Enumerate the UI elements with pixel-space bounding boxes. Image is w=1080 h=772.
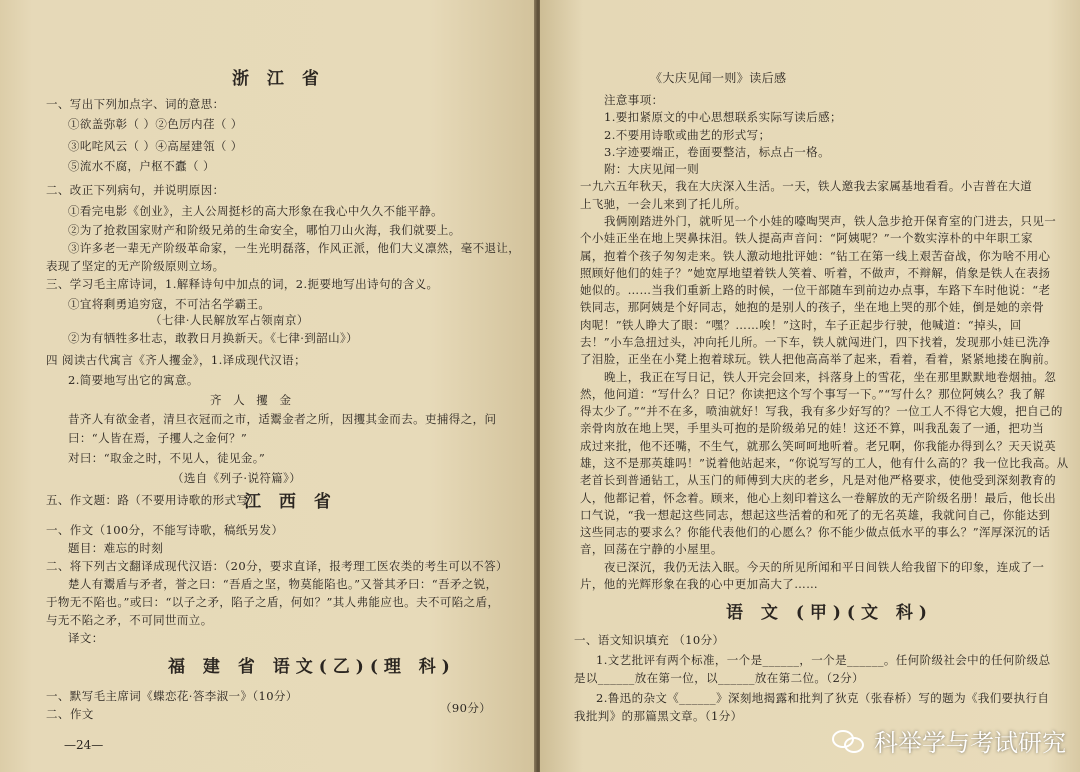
- es-line: 人，他都记着，怀念着。顾来，他心上刻印着这么一卷解放的无产阶级名册！最后，他长出: [580, 491, 1056, 505]
- right-page: [540, 0, 1080, 772]
- zj-line: ③叱咤风云（ ）④高屋建瓴（ ）: [68, 139, 243, 153]
- es-line: 了泪脸，正坐在小凳上抱着球玩。铁人把他高高举了起来，看着，看着，紧紧地搂在胸前。: [580, 352, 1056, 366]
- es-line: 片，他的光辉形象在我的心中更加高大了……: [580, 577, 818, 591]
- zj-line: 四 阅读古代寓言《齐人攫金》，1.译成现代汉语；: [46, 353, 306, 367]
- zj-line: ②为有牺牲多壮志，敢教日月换新天。《七律·到韶山》）: [68, 331, 359, 345]
- es-line: 口气说，“我一想起这些同志，想起这些活着的和死了的无名英雄，我就问自己，你能达到: [580, 508, 1051, 522]
- watermark: [832, 723, 1066, 758]
- zj-line: 二、改正下列病句，并说明原因：: [46, 183, 225, 197]
- jx-line: 译文：: [68, 631, 104, 645]
- sl-line: 是以______放在第一位，以______放在第二位。（2分）: [574, 671, 864, 685]
- jx-line: 于物无不陷也。”或曰：“以子之矛，陷子之盾，何如？”其人弗能应也。夫不可陷之盾，: [46, 595, 500, 609]
- zj-line: 对曰：“取金之时，不见人，徒见金。”: [68, 451, 266, 465]
- zj-line: 表现了坚定的无产阶级原则立场。: [46, 259, 225, 273]
- es-line: 肉呢！”铁人睁大了眼：“嘿？……唉！”这时，车子正起步行驶，他喊道：“掉头，回: [580, 318, 1022, 332]
- es-line: 然，他问道：“写什么？日记？你读把这个写个事写一下。”“写什么？那位阿姨么？我了解: [580, 387, 1046, 401]
- sl-line: 1.文艺批评有两个标准，一个是______，一个是______。任何阶级社会中的任何阶级总: [596, 653, 1051, 667]
- es-line: 照顾好他们的娃子？”她宽厚地望着铁人笑着、听着，不做声，不辩解，俏象是铁人在表扬: [580, 266, 1051, 280]
- zj-line: （选自《列子·说符篇》）: [172, 471, 302, 485]
- jx-line: 与无不陷之矛，不可同世而立。: [46, 613, 213, 627]
- zj-line: （七律·人民解放军占领南京）: [150, 313, 309, 327]
- es-line: 她似的。……当我们重新上路的时候，一位干部随车到前边办点事，车路下车时他说：“老: [580, 283, 1051, 297]
- es-line: 注意事项：: [604, 93, 664, 107]
- fj-line: 一、默写毛主席词《蝶恋花·答李淑一》（10分）: [46, 689, 298, 703]
- zj-line: ③许多老一辈无产阶级革命家，一生光明磊落，作风正派，他们大义凛然，毫不退让，: [68, 241, 521, 255]
- jx-line: 楚人有鬻盾与矛者，誉之曰：“吾盾之坚，物莫能陷也。”又誉其矛曰：“吾矛之锐，: [68, 577, 498, 591]
- jx-line: 题目：难忘的时刻: [68, 541, 164, 555]
- zj-line: ①欲盖弥彰（ ）②色厉内荏（ ）: [68, 117, 243, 131]
- fj-line: （90分）: [440, 701, 492, 715]
- section-title: 语 文 (甲)(文 科): [726, 603, 933, 623]
- es-line: 3.字迹要端正，卷面要整洁，标点占一格。: [604, 145, 830, 159]
- watermark-text: 科举学与考试研究: [874, 729, 1066, 757]
- jx-line: 二、将下列古文翻译成现代汉语：（20分，要求直译，报考理工医农类的考生可以不答）: [46, 559, 508, 573]
- zj-line: ①看完电影《创业》，主人公周挺杉的高大形象在我心中久久不能平静。: [68, 204, 444, 218]
- zj-line: 五、作文题：路（不要用诗歌的形式写）: [46, 493, 261, 507]
- jx-line: 一、作文（100分，不能写诗歌，稿纸另发）: [46, 523, 284, 537]
- es-line: 亲骨肉放在地上哭，手里头可抱的是阶级弟兄的娃！这还不算，叫我乱轰了一通，把功当: [580, 421, 1045, 435]
- essay-title: 《大庆见闻一则》读后感: [650, 71, 787, 85]
- es-line: 2.不要用诗歌或曲艺的形式写；: [604, 128, 771, 142]
- es-line: 得太少了。”“并不在多，喷油就好！写我，我有多少好写的？一位工人不得它大嫂，把自己的: [580, 404, 1063, 418]
- es-line: 音，回荡在宁静的小屋里。: [580, 542, 723, 556]
- es-line: 雄，这不是那英雄吗！”说着他站起来，“你说写写的工人，他有什么高的？我一位比我高。从: [580, 456, 1069, 470]
- es-line: 成过来批，他不还嘴，不生气，就那么笑呵呵地听着。老兄啊，你我能办得到么？天天说英: [580, 439, 1056, 453]
- zhejiang-title: 浙 江 省: [232, 69, 325, 89]
- zj-line: ①宜将剩勇追穷寇，不可沽名学霸王。: [68, 297, 271, 311]
- es-line: 我俩刚踏进外门，就听见一个小娃的嚎啕哭声，铁人急步抢开保育室的门进去，只见一: [604, 214, 1057, 228]
- es-line: 一九六五年秋天，我在大庆深入生活。一天，铁人邀我去家属基地看看。小吉普在大道: [580, 179, 1033, 193]
- es-line: 老首长到普通钻工，从玉门的师傅到大庆的老乡，凡是对他严格要求，使他受到深刻教育的: [580, 473, 1056, 487]
- es-line: 属，抱着个孩子匆匆走来。铁人激动地批评她：“钻工在第一线上艰苦奋战，你为啥不用心: [580, 249, 1051, 263]
- sl-line: 我批判》的那篇黑文章。（1分）: [574, 709, 743, 723]
- left-page: [0, 0, 536, 772]
- es-line: 铁同志，那阿姨是个好同志，她抱的是别人的孩子，坐在地上哭的那个娃，倒是她的亲骨: [580, 300, 1045, 314]
- sl-line: 2.鲁迅的杂文《______》深刻地揭露和批判了狄克（张春桥）写的题为《我们要执行自: [596, 691, 1050, 705]
- es-line: 1.要扣紧原文的中心思想联系实际写读后感；: [604, 110, 842, 124]
- sl-line: 一、语文知识填充 （10分）: [574, 633, 725, 647]
- zj-line: ⑤流水不腐，户枢不蠹（ ）: [68, 159, 215, 173]
- fj-line: 二、: [46, 707, 70, 721]
- fujian-title: 福 建 省 语文(乙)(理 科): [168, 657, 456, 677]
- zj-line: 一、写出下列加点字、词的意思：: [46, 97, 225, 111]
- zj-line: 2.简要地写出它的寓意。: [68, 373, 199, 387]
- zj-line: 三、学习毛主席诗词，1.解释诗句中加点的词，2.扼要地写出诗句的含义。: [46, 277, 439, 291]
- zj-line: 齐 人 攫 金: [210, 393, 295, 407]
- es-line: 去！”小车急扭过头，冲向托儿所。一下车，铁人就闯进门，四下找着，发现那小娃已洗净: [580, 335, 1051, 349]
- es-line: 上飞驰，一会儿来到了托儿所。: [580, 197, 747, 211]
- zj-line: ②为了抢救国家财产和阶级兄弟的生命安全，哪怕刀山火海，我们就要上。: [68, 223, 461, 237]
- es-line: 个小娃正坐在地上哭鼻抹泪。铁人提高声音问：“阿姨呢？”一个数实淳朴的中年职工家: [580, 231, 1033, 245]
- es-line: 晚上，我正在写日记，铁人开完会回来，抖落身上的雪花，坐在那里默默地卷烟抽。忽: [604, 370, 1057, 384]
- wechat-icon: [832, 728, 866, 754]
- page-number: —24—: [64, 738, 104, 752]
- fj-line: 作文: [70, 707, 94, 721]
- zj-line: 曰：“人皆在焉，子攫人之金何？”: [68, 431, 248, 445]
- es-line: 这些同志的要求么？你能代表他们的心愿么？你不能少做点低水平的事么？”浑厚深沉的话: [580, 525, 1051, 539]
- es-line: 附：大庆见闻一则: [604, 162, 700, 176]
- es-line: 夜已深沉，我仍无法入眠。今天的所见所闻和平日间铁人给我留下的印象，连成了一: [604, 560, 1045, 574]
- zj-line: 昔齐人有欲金者，清旦衣冠而之市，适鬻金者之所，因攫其金而去。吏捕得之，问: [68, 412, 497, 426]
- jiangxi-title: 江 西 省: [244, 492, 337, 512]
